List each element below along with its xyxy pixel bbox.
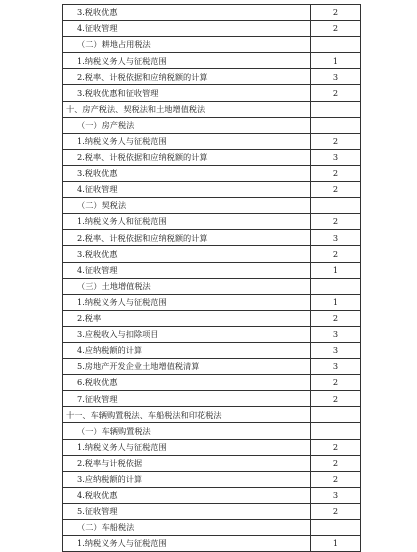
row-label: 2.税率与计税依据: [63, 455, 311, 471]
table-row: [63, 278, 361, 294]
row-level-value: 3: [311, 359, 361, 375]
table-row: [63, 165, 361, 181]
row-label: 4.征收管理: [63, 262, 311, 278]
row-label: （一）房产税法: [63, 117, 311, 133]
table-row: [63, 536, 361, 552]
table-row: [63, 471, 361, 487]
row-level-value: 2: [311, 85, 361, 101]
row-level-value: 2: [311, 503, 361, 519]
table-row: [63, 198, 361, 214]
row-label: 十一、车辆购置税法、车船税法和印花税法: [63, 407, 311, 423]
table-row: [63, 294, 361, 310]
table-row: [63, 310, 361, 326]
row-label: 2.税率、计税依据和应纳税额的计算: [63, 230, 311, 246]
row-level-value: 2: [311, 439, 361, 455]
row-label: 3.应税收入与扣除项目: [63, 326, 311, 342]
row-label: 3.应纳税额的计算: [63, 471, 311, 487]
row-level-value: [311, 278, 361, 294]
table-row: [63, 53, 361, 69]
row-label: 1.纳税义务人与征税范围: [63, 53, 311, 69]
row-level-value: [311, 198, 361, 214]
row-label: 5.房地产开发企业土地增值税清算: [63, 359, 311, 375]
table-row: [63, 5, 361, 21]
row-label: 1.纳税义务人与征税范围: [63, 536, 311, 552]
row-level-value: 3: [311, 487, 361, 503]
table-row: [63, 37, 361, 53]
row-level-value: 2: [311, 375, 361, 391]
table-row: [63, 85, 361, 101]
table-row: [63, 391, 361, 407]
row-label: 2.税率、计税依据和应纳税额的计算: [63, 149, 311, 165]
row-level-value: 2: [311, 310, 361, 326]
table-row: [63, 375, 361, 391]
row-level-value: 2: [311, 246, 361, 262]
row-label: （二）车船税法: [63, 520, 311, 536]
table-row: [63, 182, 361, 198]
table-row: [63, 69, 361, 85]
row-label: 4.征收管理: [63, 182, 311, 198]
row-level-value: 1: [311, 536, 361, 552]
table-row: [63, 455, 361, 471]
row-label: 1.纳税义务人与征税范围: [63, 133, 311, 149]
row-label: 4.应纳税额的计算: [63, 342, 311, 358]
row-level-value: 2: [311, 214, 361, 230]
row-label: （二）耕地占用税法: [63, 37, 311, 53]
row-level-value: 3: [311, 342, 361, 358]
row-level-value: [311, 101, 361, 117]
table-row: [63, 214, 361, 230]
table-row: [63, 487, 361, 503]
table-row: [63, 359, 361, 375]
table-row: [63, 21, 361, 37]
table-row: [63, 230, 361, 246]
table-row: [63, 342, 361, 358]
row-level-value: 1: [311, 262, 361, 278]
row-level-value: [311, 520, 361, 536]
table-row: [63, 117, 361, 133]
table-row: [63, 101, 361, 117]
row-label: 2.税率、计税依据和应纳税额的计算: [63, 69, 311, 85]
row-level-value: 2: [311, 471, 361, 487]
row-level-value: 3: [311, 230, 361, 246]
row-level-value: [311, 37, 361, 53]
row-level-value: [311, 407, 361, 423]
row-level-value: 3: [311, 69, 361, 85]
row-level-value: 3: [311, 149, 361, 165]
row-label: 2.税率: [63, 310, 311, 326]
row-level-value: 2: [311, 165, 361, 181]
table-row: [63, 407, 361, 423]
row-level-value: 1: [311, 294, 361, 310]
table-row: [63, 326, 361, 342]
row-label: 4.征收管理: [63, 21, 311, 37]
row-label: （一）车辆购置税法: [63, 423, 311, 439]
row-level-value: 2: [311, 391, 361, 407]
table-row: [63, 423, 361, 439]
row-level-value: [311, 117, 361, 133]
row-label: （二）契税法: [63, 198, 311, 214]
row-label: 3.税收优惠: [63, 246, 311, 262]
syllabus-table-body: [63, 5, 361, 552]
row-label: 5.征收管理: [63, 503, 311, 519]
table-row: [63, 520, 361, 536]
table-row: [63, 133, 361, 149]
row-level-value: 2: [311, 182, 361, 198]
row-level-value: [311, 423, 361, 439]
row-label: 十、房产税法、契税法和土地增值税法: [63, 101, 311, 117]
table-row: [63, 149, 361, 165]
row-label: （三）土地增值税法: [63, 278, 311, 294]
row-level-value: 2: [311, 5, 361, 21]
table-row: [63, 262, 361, 278]
row-label: 3.税收优惠: [63, 165, 311, 181]
row-level-value: 2: [311, 455, 361, 471]
row-label: 1.纳税义务人和征税范围: [63, 214, 311, 230]
table-row: [63, 246, 361, 262]
row-level-value: 2: [311, 21, 361, 37]
row-label: 3.税收优惠: [63, 5, 311, 21]
row-label: 3.税收优惠和征收管理: [63, 85, 311, 101]
row-level-value: 3: [311, 326, 361, 342]
table-row: [63, 439, 361, 455]
row-level-value: 2: [311, 133, 361, 149]
row-label: 6.税收优惠: [63, 375, 311, 391]
row-label: 1.纳税义务人与征税范围: [63, 439, 311, 455]
row-level-value: 1: [311, 53, 361, 69]
table-row: [63, 503, 361, 519]
syllabus-table: [62, 4, 361, 552]
row-label: 4.税收优惠: [63, 487, 311, 503]
row-label: 7.征收管理: [63, 391, 311, 407]
row-label: 1.纳税义务人与征税范围: [63, 294, 311, 310]
